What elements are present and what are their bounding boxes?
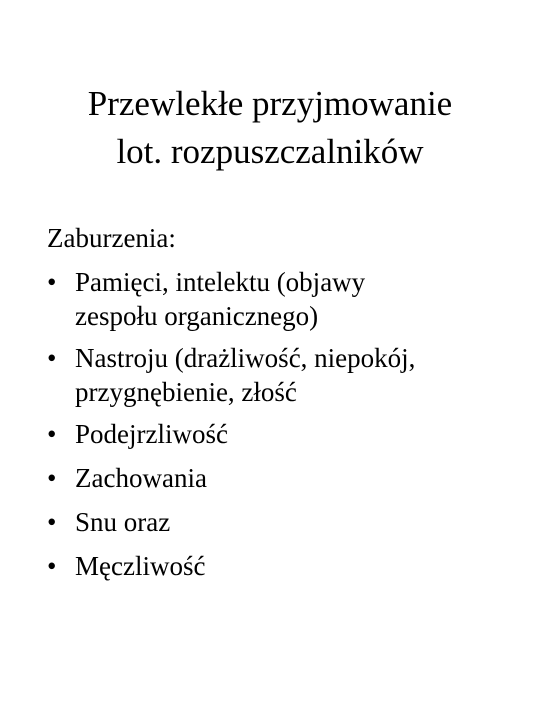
list-item-text: Nastroju (drażliwość, niepokój, xyxy=(75,343,416,373)
list-item xyxy=(47,500,527,544)
title-line-2: lot. rozpuszczalników xyxy=(116,132,424,171)
list-item xyxy=(47,336,527,410)
bullet-icon: • xyxy=(47,507,57,537)
list-item xyxy=(47,544,527,588)
list-item-text: Męczliwość xyxy=(75,551,206,581)
title-line-1: Przewlekłe przyjmowanie xyxy=(87,84,453,123)
intro-text: Zaburzenia: xyxy=(47,223,176,253)
bullet-list xyxy=(47,260,527,588)
list-item-text-continued: przygnębienie, złość xyxy=(75,377,297,407)
list-item xyxy=(47,260,527,334)
bullet-icon: • xyxy=(47,343,57,373)
list-item-text-continued: zespołu organicznego) xyxy=(75,301,319,331)
list-item-text: Zachowania xyxy=(75,463,207,493)
bullet-icon: • xyxy=(47,419,57,449)
bullet-icon: • xyxy=(47,551,57,581)
list-item-text: Snu oraz xyxy=(75,507,171,537)
bullet-icon: • xyxy=(47,267,57,297)
slide-body xyxy=(47,216,527,588)
bullet-icon: • xyxy=(47,463,57,493)
list-item xyxy=(47,456,527,500)
list-item xyxy=(47,412,527,456)
list-item-text: Pamięci, intelektu (objawy xyxy=(75,267,366,297)
list-item-text: Podejrzliwość xyxy=(75,419,228,449)
slide-title xyxy=(20,80,520,176)
